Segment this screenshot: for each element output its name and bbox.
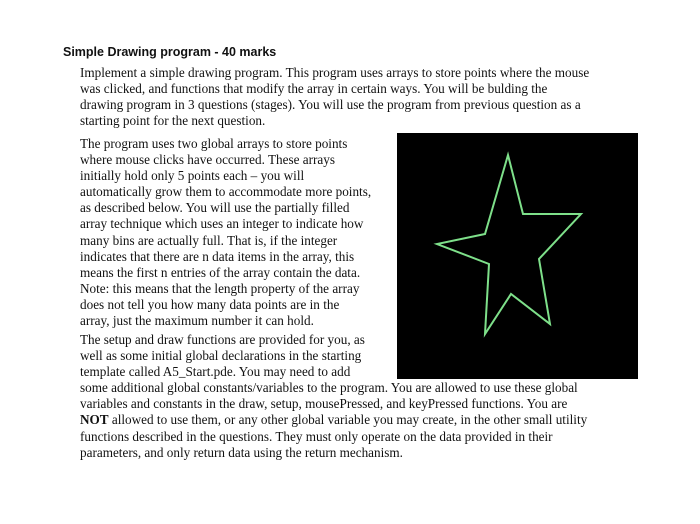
text-line: some additional global constants/variables to the program. You are allowed to use these global	[80, 380, 578, 396]
text-line: does not tell you how many data points are in the	[80, 296, 340, 312]
text-line: initially hold only 5 points each – you will	[80, 168, 305, 184]
section-heading: Simple Drawing program - 40 marks	[63, 45, 277, 59]
text-line: drawing program in 3 questions (stages). You will use the program from previous question as a	[80, 97, 581, 113]
text-line: well as some initial global declarations in the starting	[80, 348, 362, 364]
intro-paragraph	[80, 65, 589, 129]
text-fragment: allowed to use them, or any other global variable you may create, in the other small utility	[108, 412, 588, 428]
text-line: functions described in the questions. They must only operate on the data provided in their	[80, 428, 553, 444]
text-line: means the first n entries of the array contain the data.	[80, 264, 361, 280]
text-line: variables and constants in the draw, setup, mousePressed, and keyPressed functions. You are	[80, 396, 568, 412]
text-line: indicates that there are n data items in the array, this	[80, 248, 355, 264]
text-line: where mouse clicks have occurred. These arrays	[80, 152, 335, 168]
star-drawing-image	[397, 133, 638, 379]
text-line: The setup and draw functions are provided for you, as	[80, 332, 365, 347]
text-line: Note: this means that the length property of the array	[80, 280, 360, 296]
arrays-paragraph	[80, 136, 371, 329]
text-line: as described below. You will use the partially filled	[80, 200, 350, 216]
text-line: The program uses two global arrays to store points	[80, 136, 348, 151]
text-line: was clicked, and functions that modify the array in certain ways. You will be bulding the	[80, 81, 548, 97]
emphasis-not: NOT	[80, 412, 109, 428]
star-drawing-canvas	[397, 133, 638, 379]
text-line: template called A5_Start.pde. You may need to add	[80, 364, 351, 380]
text-line: Implement a simple drawing program. This program uses arrays to store points where the mouse	[80, 65, 590, 80]
text-line: automatically grow them to accommodate more points,	[80, 184, 372, 200]
text-line: parameters, and only return data using the return mechanism.	[80, 444, 403, 460]
star-outline	[437, 155, 581, 334]
text-line: many bins are actually full. That is, if the integer	[80, 232, 338, 248]
text-line: starting point for the next question.	[80, 113, 266, 129]
text-line: array, just the maximum number it can hold.	[80, 313, 314, 329]
text-line	[80, 412, 587, 428]
text-line: array technique which uses an integer to indicate how	[80, 216, 364, 232]
